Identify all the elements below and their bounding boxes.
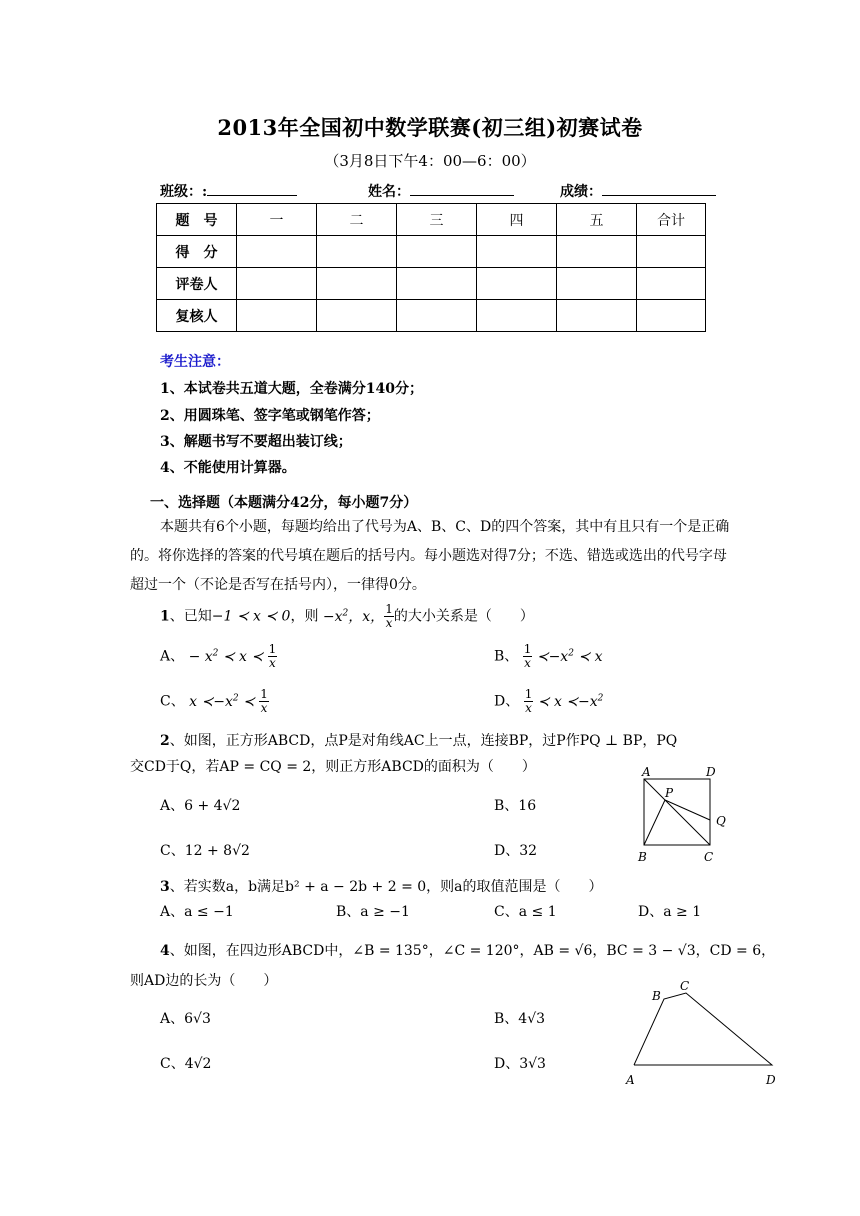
q4-line2: 则AD边的长为（ ） xyxy=(130,973,278,989)
score-cell[interactable] xyxy=(637,300,706,332)
notice-item: 1、本试卷共五道大题，全卷满分140分； xyxy=(160,381,423,397)
notice-heading: 考生注意： xyxy=(160,354,230,370)
table-row xyxy=(157,268,706,300)
q2-option-d[interactable]: D、32 xyxy=(494,843,538,859)
quadrilateral-figure xyxy=(620,976,780,1088)
question-number: 2 xyxy=(160,733,170,749)
diagonal-ac xyxy=(644,779,710,845)
question-number: 1 xyxy=(160,608,170,625)
score-cell[interactable] xyxy=(237,300,317,332)
label-c: C xyxy=(704,850,714,864)
score-cell[interactable] xyxy=(397,300,477,332)
label-b: B xyxy=(652,989,661,1003)
q4-option-c[interactable]: C、4√2 xyxy=(160,1056,212,1072)
score-cell[interactable] xyxy=(477,236,557,268)
exam-time: （3月8日下午4：00—6：00） xyxy=(324,152,536,170)
q2-line1: 、如图，正方形ABCD，点P是对角线AC上一点，连接BP，过P作PQ ⊥ BP，PQ xyxy=(169,733,678,749)
label-d: D xyxy=(766,1073,776,1087)
question-number: 4 xyxy=(160,943,170,959)
score-cell[interactable] xyxy=(237,236,317,268)
q1-expr: $-x^2$，x， xyxy=(322,608,385,625)
score-cell[interactable] xyxy=(477,300,557,332)
q3-text: 、若实数a，b满足b² + a − 2b + 2 = 0，则a的取值范围是（ ） xyxy=(169,879,603,895)
score-cell[interactable] xyxy=(557,300,637,332)
q1-text: ，则 xyxy=(290,608,319,625)
q1-option-d[interactable]: D、 $\frac{1}{x}$ ≺ x $≺-x^2$ xyxy=(494,687,604,715)
score-cell[interactable] xyxy=(397,236,477,268)
q3-option-b[interactable]: B、a ≥ −1 xyxy=(336,904,410,920)
question-1 xyxy=(160,598,534,632)
segment-pq xyxy=(665,800,710,820)
q1-option-a[interactable]: A、 − $x^2$ ≺ x ≺ $\frac{1}{x}$ xyxy=(160,642,277,670)
score-cell[interactable] xyxy=(637,268,706,300)
name-label: 姓名： xyxy=(368,181,514,201)
q2-option-c[interactable]: C、12 + 8√2 xyxy=(160,843,250,859)
table-row xyxy=(157,300,706,332)
q1-text: 、已知 xyxy=(169,608,212,625)
q4-line1: 、如图，在四边形ABCD中，∠B = 135°，∠C = 120°，AB = √6，BC = 3 − √3，CD = 6， xyxy=(169,943,776,959)
q4-option-b[interactable]: B、4√3 xyxy=(494,1011,546,1027)
score-cell[interactable] xyxy=(397,268,477,300)
quadrilateral-shape xyxy=(634,993,772,1065)
q4-option-d[interactable]: D、3√3 xyxy=(494,1056,546,1072)
label-a: A xyxy=(642,765,651,779)
label-d: D xyxy=(706,765,716,779)
q2-option-b[interactable]: B、16 xyxy=(494,798,537,814)
question-4 xyxy=(160,940,775,960)
row-label: 得 分 xyxy=(157,236,237,268)
notice-item: 4、不能使用计算器。 xyxy=(160,460,296,476)
section-intro: 本题共有6个小题，每题均给出了代号为A、B、C、D的四个答案，其中有且只有一个是正确的。将你选择的答案的代号填在题后的括号内。每小题选对得7分；不选、错选或选出的代号字母超过一个（不论是否写在括号内），一律得0分。 xyxy=(130,519,730,593)
notice-item: 3、解题书写不要超出装订线； xyxy=(160,434,352,450)
question-3 xyxy=(160,876,603,896)
table-header-cell: 三 xyxy=(397,204,477,236)
q2-option-a[interactable]: A、6 + 4√2 xyxy=(160,798,241,814)
table-header-cell: 合计 xyxy=(637,204,706,236)
row-label: 复核人 xyxy=(157,300,237,332)
score-table xyxy=(156,203,706,332)
q1-text: 的大小关系是（ ） xyxy=(393,608,534,625)
segment-bp xyxy=(644,800,665,845)
label-c: C xyxy=(680,979,690,993)
fraction: $\frac{1}{x}$ xyxy=(385,602,393,631)
q1-option-b[interactable]: B、 $\frac{1}{x}$ $≺-x^2$ ≺ x xyxy=(494,642,603,670)
label-b: B xyxy=(638,850,647,864)
q2-line2: 交CD于Q，若AP = CQ = 2，则正方形ABCD的面积为（ ） xyxy=(130,759,536,775)
square-figure xyxy=(632,764,732,866)
page-title: 2013年全国初中数学联赛(初三组)初赛试卷 xyxy=(217,115,643,140)
question-2 xyxy=(160,730,677,750)
section-heading: 一、选择题（本题满分42分，每小题7分） xyxy=(150,495,418,511)
table-header-cell: 二 xyxy=(317,204,397,236)
q3-option-c[interactable]: C、a ≤ 1 xyxy=(494,904,557,920)
table-header-cell: 五 xyxy=(557,204,637,236)
q1-condition: −1 ≺ x ≺ 0 xyxy=(211,608,291,625)
score-cell[interactable] xyxy=(317,236,397,268)
score-cell[interactable] xyxy=(557,236,637,268)
notice-item: 2、用圆珠笔、签字笔或钢笔作答； xyxy=(160,408,380,424)
table-header-cell: 四 xyxy=(477,204,557,236)
q4-option-a[interactable]: A、6√3 xyxy=(160,1011,211,1027)
table-row xyxy=(157,236,706,268)
score-cell[interactable] xyxy=(477,268,557,300)
table-header-cell: 题 号 xyxy=(157,204,237,236)
score-cell[interactable] xyxy=(317,268,397,300)
question-number: 3 xyxy=(160,879,170,895)
score-table-header xyxy=(157,204,706,236)
label-a: A xyxy=(626,1073,635,1087)
label-q: Q xyxy=(716,814,726,828)
score-cell[interactable] xyxy=(637,236,706,268)
table-header-cell: 一 xyxy=(237,204,317,236)
q3-option-a[interactable]: A、a ≤ −1 xyxy=(160,904,234,920)
row-label: 评卷人 xyxy=(157,268,237,300)
score-cell[interactable] xyxy=(317,300,397,332)
q1-option-c[interactable]: C、 x $≺-x^2$ ≺ $\frac{1}{x}$ xyxy=(160,687,268,715)
score-cell[interactable] xyxy=(557,268,637,300)
class-label: 班级：: xyxy=(160,181,297,201)
score-label: 成绩： xyxy=(560,181,716,201)
label-p: P xyxy=(665,786,674,800)
score-cell[interactable] xyxy=(237,268,317,300)
q3-option-d[interactable]: D、a ≥ 1 xyxy=(638,904,702,920)
